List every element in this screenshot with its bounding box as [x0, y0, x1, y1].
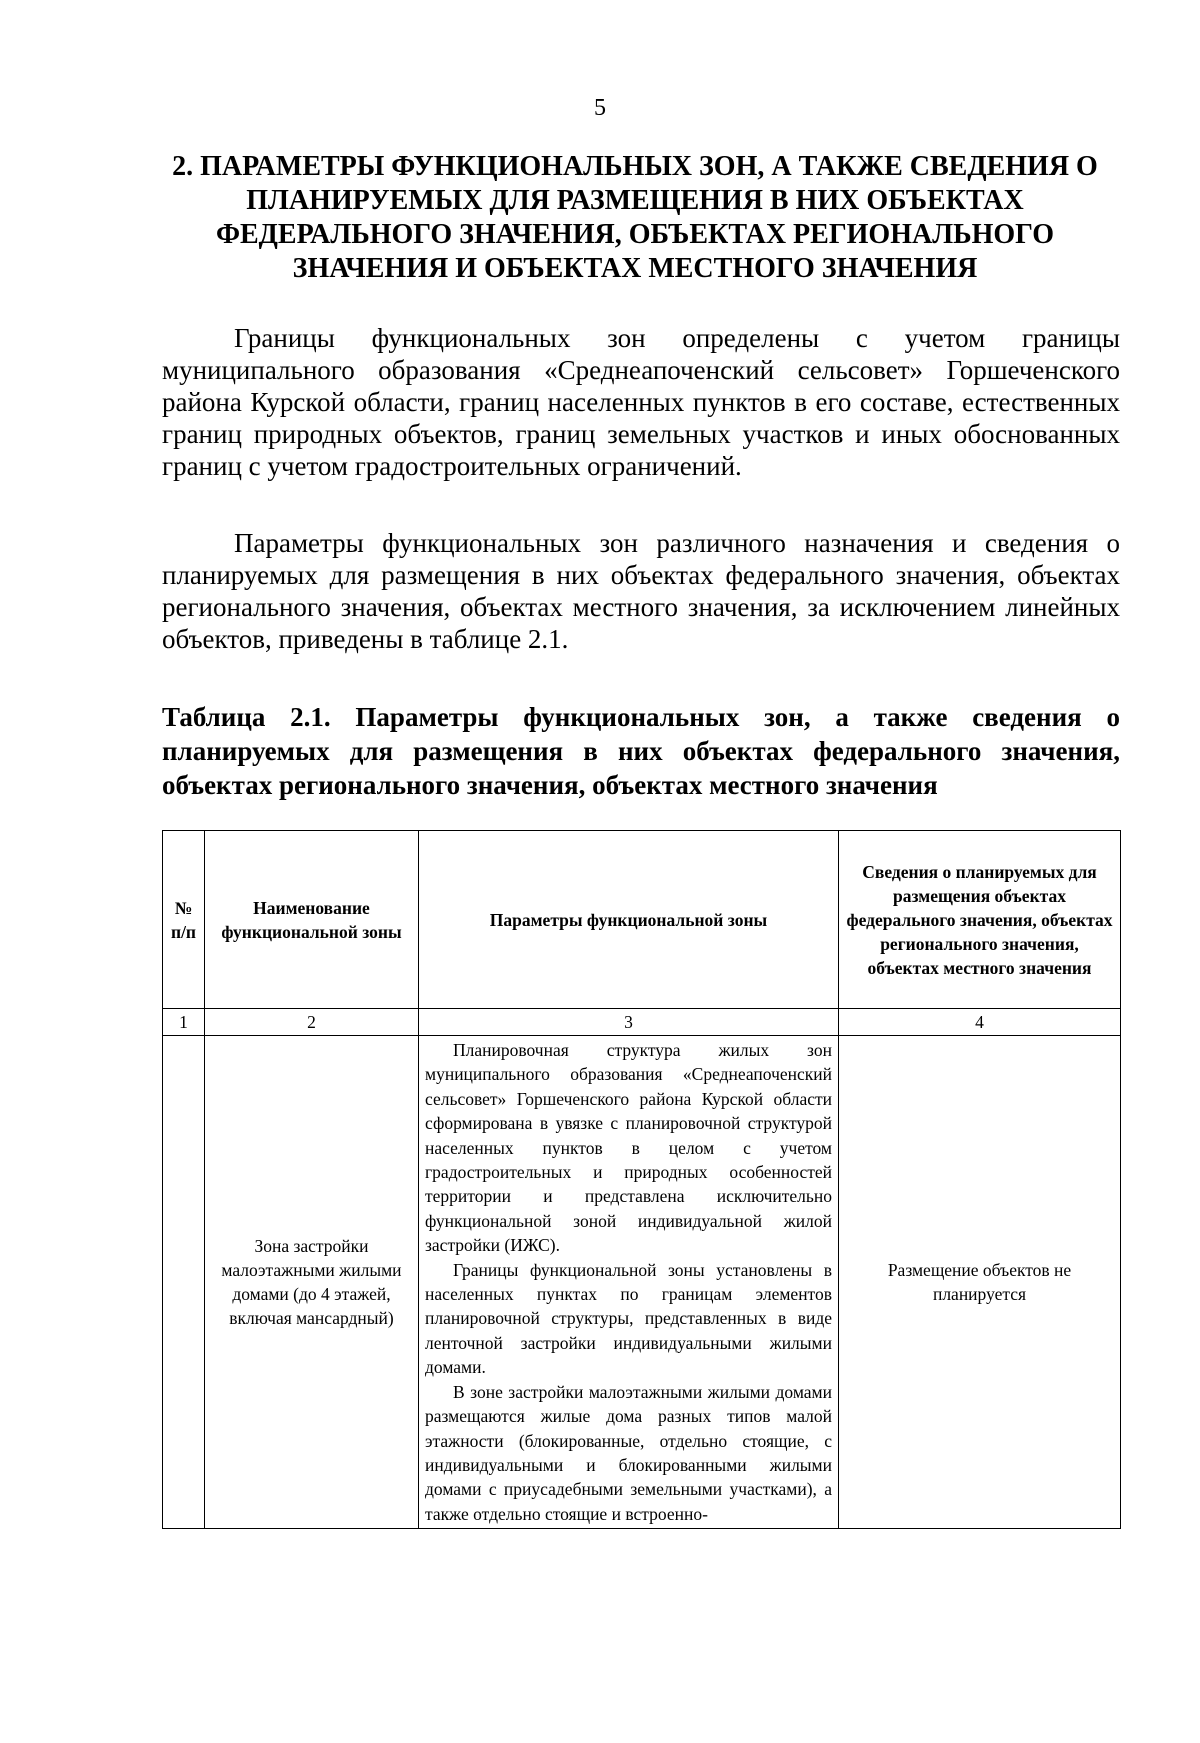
column-number: 2: [205, 1009, 419, 1036]
column-number: 4: [839, 1009, 1121, 1036]
zone-parameters-paragraph: В зоне застройки малоэтажными жилыми домами размещаются жилые дома разных типов малой этажности (блокированные, отдельно стоящие, с индивидуальными и блокированными жилыми домами с приусадебными земельными участками), а также отдельно стоящие и встроенно-: [425, 1381, 832, 1524]
header-parameters: Параметры функциональной зоны: [419, 831, 839, 1009]
column-number: 1: [163, 1009, 205, 1036]
paragraph-zone-boundaries: Границы функциональных зон определены с учетом границы муниципального образования «Среднеапоченский сельсовет» Горшеченского района Курской области, границ населенных пунктов в его составе, естественных границ природных объектов, границ земельных участков и иных обоснованных границ с учетом градостроительных ограничений.: [162, 323, 1120, 481]
table-row: [163, 1036, 1121, 1529]
table-caption: Таблица 2.1. Параметры функциональных зон, а также сведения о планируемых для размещения в них объектах федерального значения, объектах регионального значения, объектах местного значения: [162, 702, 1120, 800]
row-number: [163, 1036, 205, 1529]
zone-parameters-paragraph: Планировочная структура жилых зон муниципального образования «Среднеапоченский сельсовет» Горшеченского района Курской области сформирована в увязке с планировочной структурой населенных пунктов в целом с учетом градостроительных и природных особенностей территории и представлена исключительно функциональной зоной индивидуальной жилой застройки (ИЖС).: [425, 1040, 832, 1256]
zone-parameters-paragraph: Границы функциональной зоны установлены в населенных пунктах по границам элементов планировочной структуры, представленных в виде ленточной застройки индивидуальными жилыми домами.: [425, 1259, 832, 1378]
section-title: 2. ПАРАМЕТРЫ ФУНКЦИОНАЛЬНЫХ ЗОН, А ТАКЖЕ СВЕДЕНИЯ О ПЛАНИРУЕМЫХ ДЛЯ РАЗМЕЩЕНИЯ В НИХ ОБЪЕКТАХ ФЕДЕРАЛЬНОГО ЗНАЧЕНИЯ, ОБЪЕКТАХ РЕГИОНАЛЬНОГО ЗНАЧЕНИЯ И ОБЪЕКТАХ МЕСТНОГО ЗНАЧЕНИЯ: [172, 151, 1098, 284]
zone-name-cell: Зона застройки малоэтажными жилыми домами (до 4 этажей, включая мансардный): [205, 1036, 419, 1529]
zones-table: [162, 830, 1121, 1529]
header-planned-objects: Сведения о планируемых для размещения объектах федерального значения, объектах регионального значения, объектах местного значения: [839, 831, 1121, 1009]
page-number: 5: [594, 95, 606, 121]
table-header-row: [163, 831, 1121, 1009]
header-zone-name: Наименование функциональной зоны: [205, 831, 419, 1009]
column-number: 3: [419, 1009, 839, 1036]
planned-objects-cell: Размещение объектов не планируется: [839, 1036, 1121, 1529]
paragraph-zone-parameters: Параметры функциональных зон различного назначения и сведения о планируемых для размещения в них объектах федерального значения, объектах регионального значения, объектах местного значения, за исключением линейных объектов, приведены в таблице 2.1.: [162, 528, 1120, 654]
column-number-row: [163, 1009, 1121, 1036]
header-number: № п/п: [163, 831, 205, 1009]
zone-parameters-cell: [419, 1036, 839, 1529]
